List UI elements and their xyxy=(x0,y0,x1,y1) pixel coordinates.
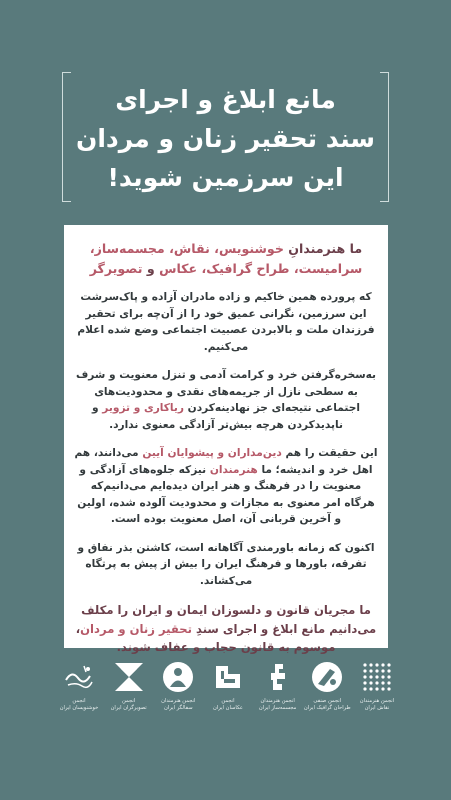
text-span: این حقیقت را هم xyxy=(281,447,378,459)
paragraph-final xyxy=(74,601,378,657)
logo-label xyxy=(213,698,243,712)
logo-label-line: خوشنویسان ایران xyxy=(59,705,99,711)
text-span: و ناپدیدکردن هرچه بیش‌تر آزادگی معنوی ندارد. xyxy=(92,402,343,431)
logo-calligraphers xyxy=(58,660,100,712)
text-span: به‌سخره‌گرفتن خرد و کرامت آدمی و تنزل معنویت و شرف به سطحی نازل از جریمه‌های نقدی و محدودیت‌های اجتماعی نتیجه‌ای جز نهادینه‌کردن xyxy=(75,369,377,414)
logo-label-line: مجسمه‌ساز ایران xyxy=(258,705,297,711)
logo-label-line: عکاسان ایران xyxy=(213,705,243,711)
logo-sculptors xyxy=(257,660,299,712)
highlight-span: تصویرگر xyxy=(89,261,143,276)
logo-label-line: انجمن xyxy=(122,698,136,704)
text-span: نیزکه جلوه‌های آزادگی و معنویت را در فرهنگ و هنر ایران دیده‌ایم می‌دانیم‌که هرگاه امر معنوی به مجازات و محدودیت آلوده شده، اولین و آخرین قربانی آن، اصل معنویت بوده است. xyxy=(77,463,375,525)
highlight-span: ریاکاری و تزویر xyxy=(102,402,184,414)
paragraph-3 xyxy=(74,445,378,528)
paragraph-2 xyxy=(74,367,378,433)
title-line-3: این سرزمین شوید! xyxy=(107,163,344,192)
logo-graphic-designers xyxy=(303,660,351,712)
text-span: می‌دانند، هم اهل خرد و اندیشه؛ ما xyxy=(74,447,373,476)
logo-label xyxy=(60,698,99,712)
text-span: ، موسوم به قانون حجاب و عفاف شوند. xyxy=(75,621,336,654)
logo-label-line: انجمن xyxy=(221,698,235,704)
logo-label-line: انجمن هنرمندان xyxy=(161,698,196,704)
frame-bracket-left xyxy=(62,72,71,202)
logo-label-line: نقاش ایران xyxy=(364,705,390,711)
logo-label xyxy=(259,698,297,712)
logo-painters xyxy=(356,660,398,712)
highlight-span: هنرمندان xyxy=(209,463,258,476)
logo-photographers xyxy=(207,660,249,712)
frame-bracket-right xyxy=(380,72,389,202)
brush-circle-icon xyxy=(310,660,344,694)
logo-label xyxy=(304,698,351,712)
logo-label-line: تصویرگران ایران xyxy=(110,705,147,711)
association-logos xyxy=(58,660,398,724)
text-span: ما هنرمندانِ xyxy=(283,241,363,256)
ceramic-circle-icon xyxy=(161,660,195,694)
logo-label-line: سفالگر ایران xyxy=(164,705,193,711)
logo-label-line: انجمن صنفی xyxy=(313,698,342,704)
text-span: ما مجریان قانون و دلسوزان ایمان و ایران را مکلف می‌دانیم مانع ابلاغ و اجرای سندِ xyxy=(81,603,377,636)
logo-ceramists xyxy=(157,660,199,712)
logo-label-line: طراحان گرافیک ایران xyxy=(303,705,351,711)
page-title xyxy=(72,80,379,197)
text-span: و xyxy=(142,261,160,276)
dot-grid-icon xyxy=(360,660,394,694)
logo-label xyxy=(161,698,195,712)
illustration-icon xyxy=(112,660,146,694)
logo-label-line: انجمن xyxy=(72,698,86,704)
highlight-span: تحقیر زنان و مردان xyxy=(80,621,192,636)
paragraph-intro-body: که پرورده همین خاکیم و زاده مادران آزاده و پاک‌سرشت این سرزمین، نگرانی عمیق خود را از آن‌چه برای تحقیر فرزندان ملت و بالابردن عصبیت اجتماعی وضع شده اعلام می‌کنیم. xyxy=(77,291,375,353)
logo-label-line: انجمن هنرمندان xyxy=(359,698,395,704)
camera-shape-icon xyxy=(211,660,245,694)
logo-illustrators xyxy=(108,660,150,712)
logo-label-line: انجمن هنرمندان xyxy=(260,698,295,704)
paragraph-4: اکنون که زمانه باورمندی آگاهانه است، کاشتن بذر نفاق و تفرقه، باورها و فرهنگ ایران را بیش از پیش به پرتگاه می‌کشاند. xyxy=(77,541,375,587)
calligraphy-icon xyxy=(62,660,96,694)
title-line-1: مانع ابلاغ و اجرای xyxy=(115,85,336,114)
paragraph-intro-heading xyxy=(74,239,378,279)
highlight-span: خوشنویس، نقاش، مجسمه‌ساز، سرامیست، طراح گرافیک، عکاس xyxy=(89,241,363,276)
title-frame xyxy=(62,72,389,202)
logo-label xyxy=(360,698,394,712)
statement-card xyxy=(64,225,388,654)
sculpture-icon xyxy=(261,660,295,694)
title-line-2: سند تحقیر زنان و مردان xyxy=(75,124,375,153)
logo-label xyxy=(111,698,147,712)
highlight-span: دین‌مداران و پیشوایان آیین xyxy=(142,447,282,459)
